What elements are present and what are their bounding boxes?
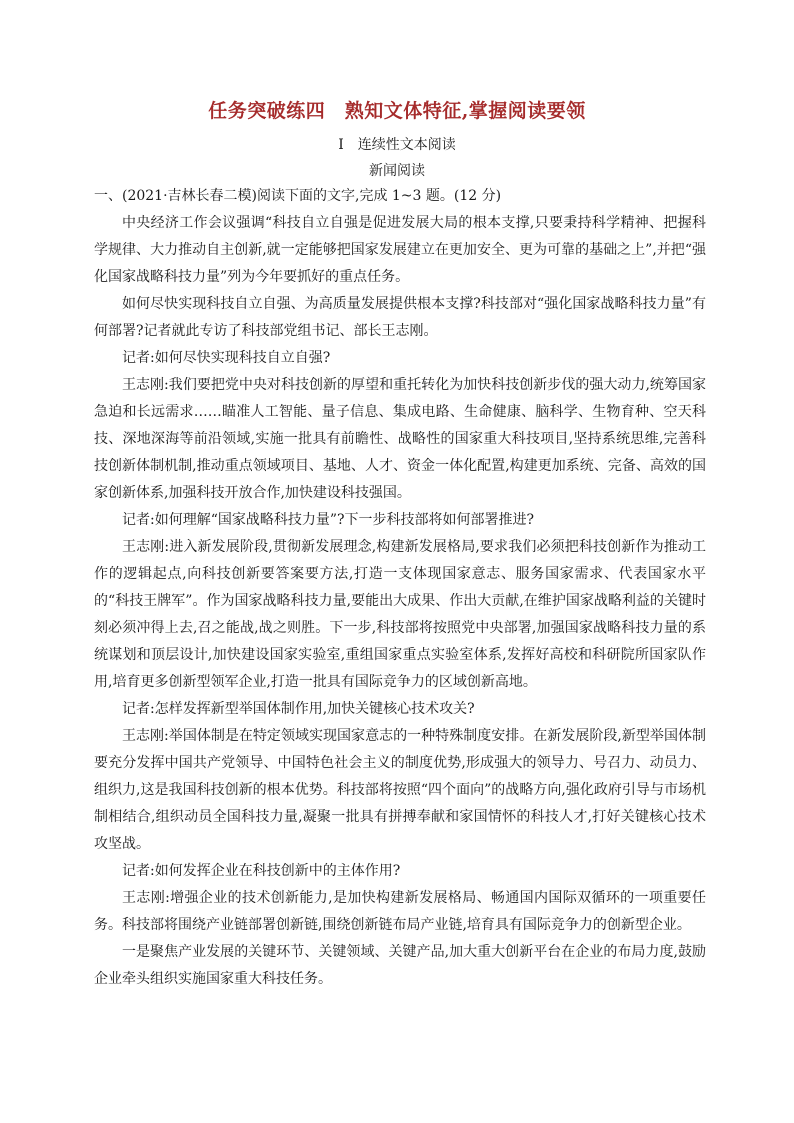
paragraph: 记者:如何理解“国家战略科技力量”?下一步科技部将如何部署推进?: [122, 512, 535, 528]
paragraph: 记者:如何发挥企业在科技创新中的主体作用?: [122, 863, 401, 879]
section-heading: [0, 134, 794, 154]
subsection-title: 新闻阅读: [369, 163, 425, 179]
article-body: [94, 183, 706, 993]
paragraph: 王志刚:进入新发展阶段,贯彻新发展理念,构建新发展格局,要求我们必须把科技创新作为推动工作的逻辑起点,向科技创新要答案要方法,打造一支体现国家意志、服务国家需求、代表国家水平的“科技王牌军”。作为国家战略科技力量,要能出大成果、作出大贡献,在维护国家战略利益的关键时刻必须冲得上去,召之能战,战之则胜。下一步,科技部将按照党中央部署,加强国家战略科技力量的系统谋划和顶层设计,加快建设国家实验室,重组国家重点实验室体系,发挥好高校和科研院所国家队作用,培育更多创新型领军企业,打造一批具有国际竞争力的区域创新高地。: [94, 539, 706, 690]
paragraph: 王志刚:我们要把党中央对科技创新的厚望和重托转化为加快科技创新步伐的强大动力,统筹国家急迫和长远需求……瞄准人工智能、量子信息、集成电路、生命健康、脑科学、生物育种、空天科技、深地深海等前沿领域,实施一批具有前瞻性、战略性的国家重大科技项目,坚持系统思维,完善科技创新体制机制,推动重点领域项目、基地、人才、资金一体化配置,构建更加系统、完备、高效的国家创新体系,加强科技开放合作,加快建设科技强国。: [94, 377, 706, 501]
question-instruction: 一、(2021·吉林长春二模)阅读下面的文字,完成 1~3 题。(12 分): [94, 188, 502, 204]
paragraph: 一是聚焦产业发展的关键环节、关键领域、关键产品,加大重大创新平台在企业的布局力度,鼓励企业牵头组织实施国家重大科技任务。: [94, 944, 706, 987]
section-title: 连续性文本阅读: [357, 137, 456, 153]
paragraph: 王志刚:举国体制是在特定领域实现国家意志的一种特殊制度安排。在新发展阶段,新型举国体制要充分发挥中国共产党领导、中国特色社会主义的制度优势,形成强大的领导力、号召力、动员力、组织力,这是我国科技创新的根本优势。科技部将按照“四个面向”的战略方向,强化政府引导与市场机制相结合,组织动员全国科技力量,凝聚一批具有拼搏奉献和家国情怀的科技人才,打好关键核心技术攻坚战。: [94, 728, 706, 852]
section-number: Ⅰ: [338, 137, 344, 153]
paragraph: 记者:怎样发挥新型举国体制作用,加快关键核心技术攻关?: [122, 701, 475, 717]
paragraph: 如何尽快实现科技自立自强、为高质量发展提供根本支撑?科技部对“强化国家战略科技力量”有何部署?记者就此专访了科技部党组书记、部长王志刚。: [94, 296, 706, 339]
page-title: 任务突破练四 熟知文体特征,掌握阅读要领: [208, 100, 586, 122]
paragraph: 王志刚:增强企业的技术创新能力,是加快构建新发展格局、畅通国内国际双循环的一项重要任务。科技部将围绕产业链部署创新链,围绕创新链布局产业链,培育具有国际竞争力的创新型企业。: [94, 890, 706, 933]
paragraph: 记者:如何尽快实现科技自立自强?: [122, 350, 331, 366]
paragraph: 中央经济工作会议强调“科技自立自强是促进发展大局的根本支撑,只要秉持科学精神、把握科学规律、大力推动自主创新,就一定能够把国家发展建立在更加安全、更为可靠的基础之上”,并把“强化国家战略科技力量”列为今年要抓好的重点任务。: [94, 215, 706, 285]
